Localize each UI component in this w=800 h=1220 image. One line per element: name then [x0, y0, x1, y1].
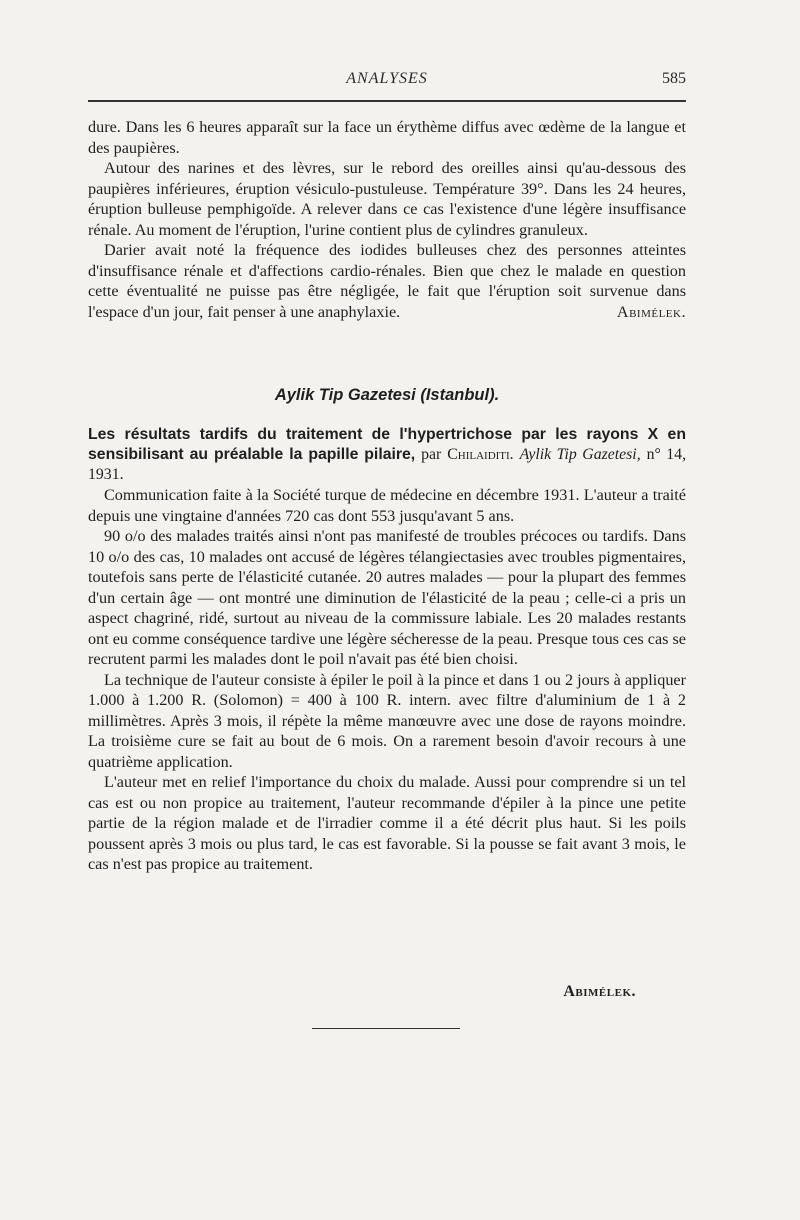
article [88, 425, 686, 875]
paragraph: Autour des narines et des lèvres, sur le rebord des oreilles ainsi qu'au-dessous des paupières inférieures, éruption vésiculo-pustuleuse. Température 39°. Dans les 24 heures, éruption bulleuse pemphigoïde. A relever dans ce cas l'existence d'une légère insuffisance rénale. Au moment de l'éruption, l'urine contient plus de cylindres granuleux. [88, 159, 686, 239]
article-author: Chilaiditi. [447, 446, 514, 463]
header-rule [88, 100, 686, 102]
paragraph [88, 240, 686, 322]
previous-article-body [88, 117, 686, 322]
paragraph: La technique de l'auteur consiste à épiler le poil à la pince et dans 1 ou 2 jours à appliquer 1.000 à 1.200 R. (Solomon) = 400 à 100 R. intern. avec filtre d'aluminium de 1 à 2 millimètres. Après 3 mois, il répète la même manœuvre avec une dose de rayons moindre. La troisième cure se fait au bout de 6 mois. On a rarement besoin d'avoir recours à une quatrième application. [88, 670, 686, 771]
journal-heading: Aylik Tip Gazetesi (Istanbul). [274, 386, 500, 404]
header-title: ANALYSES [346, 70, 428, 87]
page-number: 585 [662, 70, 686, 87]
paragraph: L'auteur met en relief l'importance du choix du malade. Aussi pour comprendre si un tel cas est ou non propice au traitement, l'auteur recommande d'épiler à la pince une petite partie de la région malade et de l'irradier comme il a été décrit plus haut. Si les poils poussent après 3 mois ou plus tard, le cas est favorable. Si la pousse se fait avant 3 mois, le cas n'est pas propice au traitement. [88, 773, 686, 873]
issue-reference: n° 14, 1931. [88, 446, 687, 483]
by-word: par [421, 446, 442, 463]
article-title [88, 425, 686, 485]
article-title-text: Les résultats tardifs du traitement de l'hypertrichose par les rayons X en sensibilisant au préalable la papille pilaire, [88, 426, 686, 463]
end-rule [312, 1028, 460, 1029]
signature: Abimélek. [616, 302, 686, 321]
paragraph: dure. Dans les 6 heures apparaît sur la face un érythème diffus avec œdème de la langue et des paupières. [88, 118, 686, 157]
paragraph: 90 o/o des malades traités ainsi n'ont pas manifesté de troubles précoces ou tardifs. Dans 10 o/o des cas, 10 malades ont accusé de légères télangiectasies avec troubles pigmentaires, toutefois sans perte de l'élasticité cutanée. 20 autres malades — pour la plupart des femmes d'un certain âge — ont montré une diminution de l'élasticité de la peau ; celle-ci a pris un aspect chagriné, ridé, surtout au niveau de la commissure labiale. Les 20 malades restants ont eu comme conséquence tardive une légère sécheresse de la peau. Presque tous ces cas se recrutent parmi les malades dont le poil n'avait pas été bien choisi. [88, 527, 686, 668]
signature: Abimélek. [563, 983, 636, 1000]
running-header [88, 70, 686, 94]
paragraph: Communication faite à la Société turque de médecine en décembre 1931. L'auteur a traité depuis une vingtaine d'années 720 cas dont 553 jusqu'avant 5 ans. [88, 486, 686, 525]
paragraph-text: Darier avait noté la fréquence des iodides bulleuses chez des personnes atteintes d'insuffisance rénale et d'affections cardio-rénales. Bien que chez le malade en question cette éventualité ne puisse pas être négligée, le fait que l'éruption soit survenue dans l'espace d'un jour, fait penser à une anaphylaxie. [88, 241, 686, 321]
journal-reference: Aylik Tip Gazetesi, [519, 446, 641, 463]
